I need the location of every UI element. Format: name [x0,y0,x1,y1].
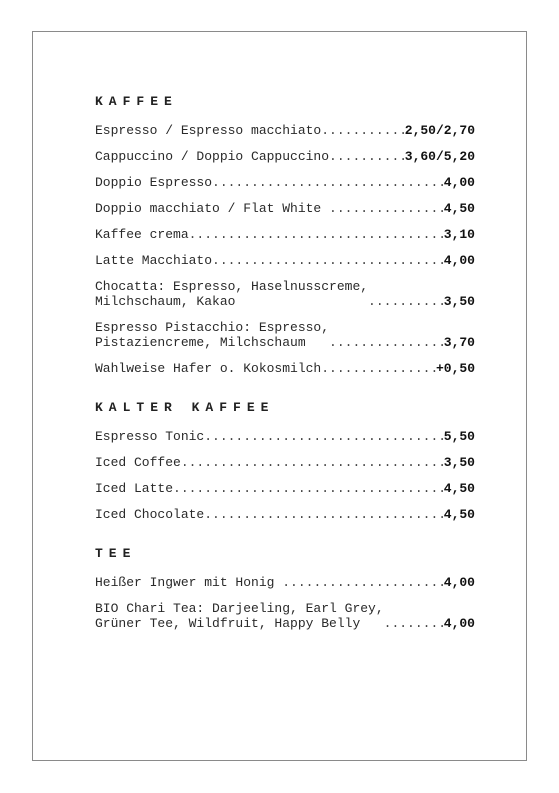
item-price: 4,00 [443,175,475,190]
item-name: Chocatta: Espresso, Haselnusscreme, Milchschaum, Kakao [95,279,369,309]
item-price: 5,50 [443,429,475,444]
menu-item [95,253,475,268]
dot-leader [329,201,444,216]
item-price: 4,50 [443,201,475,216]
menu-item [95,320,475,350]
item-price: 2,50/2,70 [404,123,475,138]
item-name: Espresso / Espresso macchiato [95,123,322,138]
menu-item [95,601,475,631]
item-price: 3,70 [443,335,475,350]
item-price: 3,50 [443,294,475,309]
item-name: Cappuccino / Doppio Cappuccino [95,149,330,164]
item-name: Espresso Tonic [95,429,205,444]
menu-item [95,481,475,496]
item-price: 4,50 [443,507,475,522]
item-name: Wahlweise Hafer o. Kokosmilch [95,361,322,376]
item-name: Espresso Pistacchio: Espresso, Pistaziencreme, Milchschaum [95,320,330,350]
item-price: 3,50 [443,455,475,470]
menu-item [95,201,475,216]
menu-item [95,575,475,590]
menu-item [95,227,475,242]
item-name: Latte Macchiato [95,253,213,268]
item-name: Iced Latte [95,481,174,496]
item-name: Iced Chocolate [95,507,205,522]
section-kalter-kaffee [95,400,475,522]
dot-leader [321,361,436,376]
dot-leader [329,149,405,164]
item-name: Doppio macchiato / Flat White [95,201,330,216]
item-price: 3,10 [443,227,475,242]
dot-leader [212,253,444,268]
item-name: BIO Chari Tea: Darjeeling, Earl Grey, Grüner Tee, Wildfruit, Happy Belly [95,601,384,631]
section-kaffee [95,94,475,376]
dot-leader [282,575,444,590]
dot-leader [173,481,444,496]
item-price: 3,60/5,20 [404,149,475,164]
item-price: 4,00 [443,575,475,590]
item-price: 4,00 [443,253,475,268]
menu-content [95,94,475,655]
dot-leader [204,429,444,444]
item-name: Iced Coffee [95,455,181,470]
section-heading-kalter-kaffee: KALTER KAFFEE [95,400,275,415]
dot-leader [321,123,405,138]
item-name: Doppio Espresso [95,175,213,190]
item-name: Heißer Ingwer mit Honig [95,575,283,590]
menu-item [95,123,475,138]
menu-item [95,279,475,309]
menu-item [95,507,475,522]
section-heading-tee: TEE [95,546,137,561]
dot-leader [368,294,444,309]
menu-item [95,361,475,376]
dot-leader [384,616,444,631]
dot-leader [212,175,444,190]
item-price: 4,00 [443,616,475,631]
section-heading-kaffee: KAFFEE [95,94,178,109]
dot-leader [204,507,444,522]
menu-item [95,455,475,470]
item-price: +0,50 [435,361,475,376]
item-name: Kaffee crema [95,227,189,242]
menu-item [95,429,475,444]
menu-item [95,149,475,164]
menu-item [95,175,475,190]
dot-leader [189,227,444,242]
item-price: 4,50 [443,481,475,496]
dot-leader [181,455,444,470]
section-tee [95,546,475,631]
dot-leader [329,335,444,350]
